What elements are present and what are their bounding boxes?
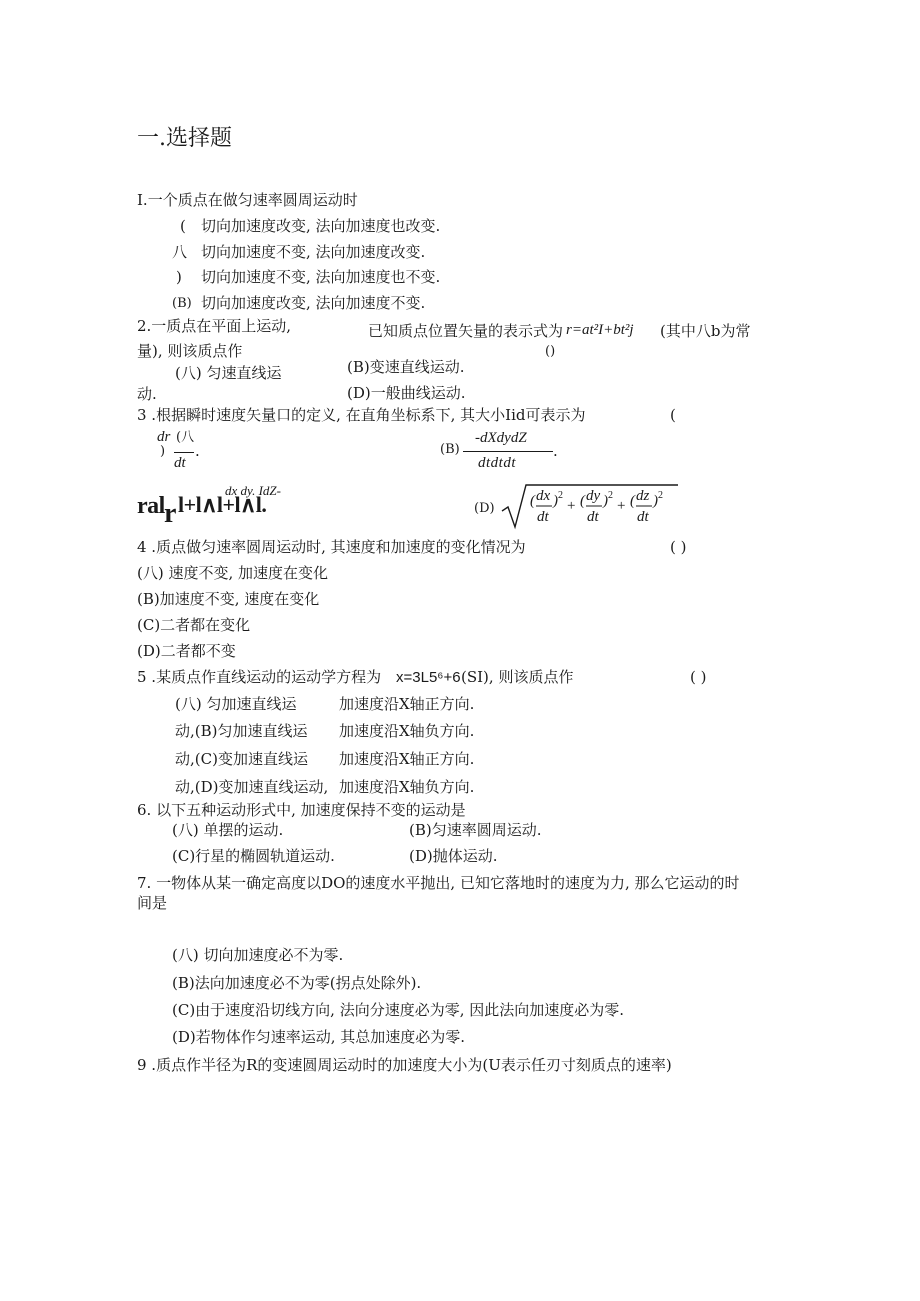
q3-option-d-label: (D) (474, 501, 495, 516)
q1-stem: I.一个质点在做匀速率圆周运动时 (137, 191, 358, 209)
q4-stem: 4 .质点做匀速率圆周运动时, 其速度和加速度的变化情况为 (137, 538, 526, 556)
q5-row-4-right: 加速度沿X轴负方向. (339, 778, 475, 796)
q5-row-3-right: 加速度沿X轴正方向. (339, 750, 475, 768)
q3-option-b-label: (B) (440, 442, 460, 457)
q5-stem-equation: x=3L5⁶+6 (396, 669, 461, 686)
q3-option-d-term-dz: dz (636, 488, 650, 504)
svg-text:+: + (617, 498, 626, 514)
svg-text:(: ( (580, 493, 585, 509)
q1-option-c: 切向加速度不变, 法向加速度也不变. (201, 268, 441, 286)
q3-option-b-denominator: dtdtdt (478, 455, 517, 471)
q3-option-a-label: (八 (176, 430, 195, 445)
svg-text:2: 2 (658, 490, 663, 501)
q2-stem-line2: 量), 则该质点作 (137, 342, 243, 360)
q4-option-b: (B)加速度不变, 速度在变化 (137, 590, 320, 608)
q6-option-c: (C)行星的椭圆轨道运动. (172, 847, 335, 865)
q5-row-1-right: 加速度沿X轴正方向. (339, 695, 475, 713)
q2-option-b: (B)变速直线运动. (347, 358, 465, 376)
svg-text:(: ( (630, 493, 635, 509)
q5-row-3-left: 动,(C)变加速直线运 (175, 750, 308, 768)
q3-option-b-period: . (553, 442, 558, 460)
svg-text:+: + (567, 498, 576, 514)
q3-option-d-term-dy: dy (586, 488, 601, 504)
q3-option-c-superscript: dx dy. IdZ- (225, 483, 281, 498)
q2-option-a-cont: 动. (137, 385, 157, 403)
q1-option-c-mark: ) (176, 268, 182, 286)
q5-stem-b: (SI), 则该质点作 (461, 668, 574, 686)
q7-stem-line2: 间是 (137, 894, 168, 912)
q3-option-b-numerator: -dXdydZ (475, 430, 527, 446)
q1-option-a-mark: ( (180, 217, 186, 235)
q3-option-a-fraction-bar (174, 452, 194, 453)
q3-option-c-text-b: l+l∧l+l∧l. (178, 492, 267, 517)
q3-option-c-text-a: ral (137, 493, 165, 519)
q4-option-a: (八) 速度不变, 加速度在变化 (137, 564, 329, 582)
q1-option-d: 切向加速度改变, 法向加速度不变. (201, 294, 426, 312)
q7-stem: 7. 一物体从某一确定高度以DO的速度水平抛出, 已知它落地时的速度为力, 那么它运动的时 (137, 874, 740, 892)
q3-option-a-denominator: dt (174, 455, 186, 471)
q4-answer-paren: ( ) (670, 538, 687, 556)
section-title: 一.选择题 (137, 126, 232, 151)
q1-option-d-mark: (B) (172, 296, 192, 311)
q4-option-c: (C)二者都在变化 (137, 616, 251, 634)
q6-option-b: (B)匀速率圆周运动. (409, 821, 542, 839)
q6-option-a: (八) 单摆的运动. (172, 821, 284, 839)
svg-text:): ) (553, 493, 558, 509)
q2-stem-right: 已知质点位置矢量的表示式为 (368, 322, 564, 340)
q5-row-2-left: 动,(B)匀加速直线运 (175, 722, 308, 740)
q2-option-a: (八) 匀速直线运 (175, 364, 282, 382)
q3-option-d-den-2: dt (587, 509, 599, 525)
q8-option-c: (C)由于速度沿切线方向, 法向分速度必为零, 因此法向加速度必为零. (172, 1001, 625, 1019)
q6-option-d: (D)抛体运动. (409, 847, 498, 865)
q3-answer-paren: ( (670, 406, 676, 424)
q3-option-d-sqrt-formula (500, 481, 680, 531)
q1-option-b: 切向加速度不变, 法向加速度改变. (201, 243, 426, 261)
q3-option-d-den-3: dt (637, 509, 649, 525)
svg-text:2: 2 (608, 490, 613, 501)
q5-row-1-left: (八) 匀加速直线运 (175, 695, 297, 713)
svg-text:2: 2 (558, 490, 563, 501)
q3-option-d-den-1: dt (537, 509, 549, 525)
q5-row-4-left: 动,(D)变加速直线运动, (175, 778, 329, 796)
svg-text:): ) (603, 493, 608, 509)
q3-option-a-numerator: dr (157, 429, 171, 445)
q2-option-d: (D)一般曲线运动. (347, 384, 466, 402)
q5-answer-paren: ( ) (690, 668, 707, 686)
svg-text:): ) (653, 493, 658, 509)
q8-option-d: (D)若物体作匀速率运动, 其总加速度必为零. (172, 1028, 466, 1046)
q6-stem: 6. 以下五种运动形式中, 加速度保持不变的运动是 (137, 801, 466, 819)
q1-option-b-mark: 八 (172, 243, 188, 261)
q2-stem-left: 2.一质点在平面上运动, (137, 317, 292, 335)
q8-option-a: (八) 切向加速度必不为零. (172, 946, 344, 964)
q3-option-a-period: . (195, 442, 200, 460)
svg-text:(: ( (530, 493, 535, 509)
q2-answer-paren: () (545, 344, 556, 359)
q4-option-d: (D)二者都不变 (137, 642, 236, 660)
q3-option-d-term-dx: dx (536, 488, 551, 504)
q5-row-2-right: 加速度沿X轴负方向. (339, 722, 475, 740)
q8-option-b: (B)法向加速度必不为零(拐点处除外). (172, 974, 422, 992)
q2-stem-tail: (其中八b为常 (660, 322, 751, 340)
q5-stem-a: 5 .某质点作直线运动的运动学方程为 (137, 668, 382, 686)
q2-formula: r=at²I+bt²j (566, 322, 634, 338)
q3-option-c-r: r (164, 498, 176, 529)
q9-stem: 9 .质点作半径为R的变速圆周运动时的加速度大小为(U表示任刃寸刻质点的速率) (137, 1056, 672, 1074)
q1-option-a: 切向加速度改变, 法向加速度也改变. (201, 217, 441, 235)
q3-stem: 3 .根据瞬时速度矢量口的定义, 在直角坐标系下, 其大小Iid可表示为 (137, 406, 586, 424)
q3-option-a-paren: ) (160, 444, 166, 459)
q3-option-b-fraction-bar (463, 451, 553, 452)
